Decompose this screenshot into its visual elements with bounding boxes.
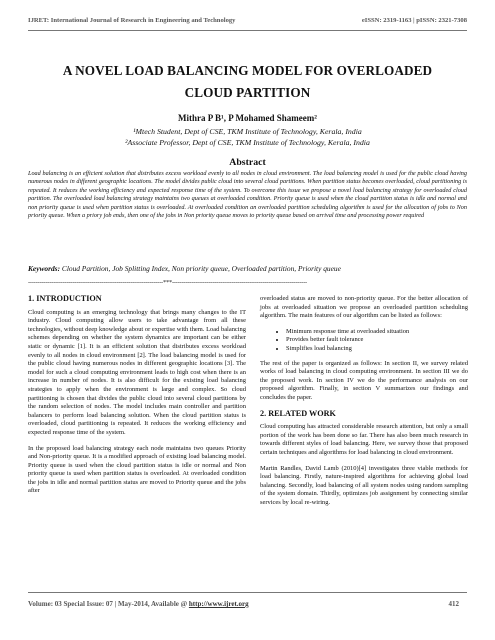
keywords xyxy=(28,264,467,273)
feature-item: • Minimum response time at overloaded situation xyxy=(286,328,468,337)
intro-paragraph-4: The rest of the paper is organized as follows: In section II, we survey related works of load balancing in cloud computing environment. In section III we do the proposed work. In section IV we do the performance analysis on our proposed algorithm. Finally, in section V summarizes our findings and concludes the paper. xyxy=(260,359,468,401)
feature-item: • Simplifies load balancing xyxy=(286,345,468,354)
running-header xyxy=(28,14,467,28)
authors: Mithra P B¹, P Mohamed Shameem² xyxy=(178,113,317,123)
footer-volume xyxy=(28,600,249,608)
related-work-heading: 2. RELATED WORK xyxy=(260,408,336,418)
journal-name: IJRET: International Journal of Research in Engineering and Technology xyxy=(28,17,236,24)
affiliation-1: ¹Mtech Student, Dept of CSE, TKM Institute of Technology, Kerala, India xyxy=(133,127,362,136)
feature-item: • Provides better fault tolerance xyxy=(286,336,468,345)
introduction-heading: 1. INTRODUCTION xyxy=(28,294,102,303)
intro-paragraph-2: In the proposed load balancing strategy each node maintains two queues Priority and Non-priority queue. It is a modified approach of existing load balancing model. Priority queue is used when the cloud partition status is idle or normal and Non priority queue is used when partition status is overloaded. At overloaded condition the jobs in idle and normal partition status are moved to Priority queue and the jobs after xyxy=(28,444,246,495)
abstract-heading: Abstract xyxy=(229,157,266,168)
page-number: 412 xyxy=(448,600,459,608)
right-column xyxy=(260,295,468,514)
related-paragraph-1: Cloud computing has attracted considerable research attention, but only a small portion of the work has been done so far. There has also been much research in towards different styles of load balancing. Here, we survey those that proposed certain techniques and algorithms for load balancing in cloud environment. xyxy=(260,423,468,456)
volume-text: Volume: 03 Special Issue: 07 | May-2014, Available @ xyxy=(28,600,188,608)
keywords-label: Keywords: xyxy=(28,264,61,273)
footer-rule xyxy=(28,592,467,593)
keywords-list: Cloud Partition, Job Splitting Index, Non priority queue, Overloaded partition, Priority queue xyxy=(61,264,341,273)
issn: eISSN: 2319-1163 | pISSN: 2321-7308 xyxy=(361,17,467,24)
intro-paragraph-1: Cloud computing is an emerging technology that brings many changes to the IT industry. Cloud computing allow users to take advantage from all these technologies, without deep knowledge about or expertise with them. Load balancing schemes depending on whether the system dynamics are important can be either static or dynamic [1]. It is an efficient solution that distributes excess workload evenly to all nodes in cloud environment [2]. The load balancing model is used for the public cloud having numerous nodes in different geographic locations [3]. The model for such a cloud computing environment leads to high cost when there is an increase in number of nodes. It is also difficult for the existing load balancing strategies to apply when the environment is large and complex. So cloud partitioning is chosen that divides the public cloud into several cloud partitions by the random selection of nodes. The model includes main controller and partition balancers to perform load balancing solution. When the cloud partition status is overloaded, cloud partitioning is repeated. It reduces the working efficiency and expected response time of the system. xyxy=(28,308,246,436)
paper-title: A NOVEL LOAD BALANCING MODEL FOR OVERLOADED CLOUD PARTITION xyxy=(62,63,433,100)
affiliation-2: ²Associate Professor, Dept of CSE, TKM Institute of Technology, Kerala, India xyxy=(125,138,370,147)
intro-paragraph-3: overloaded status are moved to non-priority queue. For the better allocation of jobs at overloaded situation we propose an overloaded partition scheduling algorithm. The main features of our algorithm can be listed as follows: xyxy=(260,295,468,320)
abstract-text: Load balancing is an efficient solution that distributes excess workload evenly to all nodes in cloud environment. The load balancing model is used for the public cloud having numerous nodes in different geographic locations. The model divides public cloud into several cloud partitions. When partition status becomes overloaded, cloud partitioning is repeated. It reduces the working efficiency and expected response time of the system. To overcome this issue we propose a novel load balancing strategy for overloaded cloud partition. The overloaded load balancing strategy maintains two queues at overloaded condition. Priority queue is used when the cloud partition status is idle and normal and non priority queue is used when partition status is overloaded. At overloaded condition an overloaded partition scheduling algorithm is used for the allocation of jobs to Non priority queue. When a priory job ends, then one of the jobs in Non priority queue moves to priority queue based on arrival time and processing power required xyxy=(28,170,467,220)
related-paragraph-2: Martin Randles, David Lamb (2010)[4] investigates three viable methods for load balancing. Firstly, nature-inspired algorithms for achieving global load balancing. Secondly, load balancing of all system nodes using random sampling of the system domain. Thirdly, optimizes job assignment by connecting similar services by local re-wiring. xyxy=(260,464,468,506)
journal-link[interactable]: http://www.ijret.org xyxy=(188,600,249,608)
section-divider: ----------------------------------------------------------------------***---------------------------------------------------------------------- xyxy=(28,279,307,286)
header-rule xyxy=(28,30,467,31)
feature-list xyxy=(260,328,468,354)
left-column xyxy=(28,295,246,503)
